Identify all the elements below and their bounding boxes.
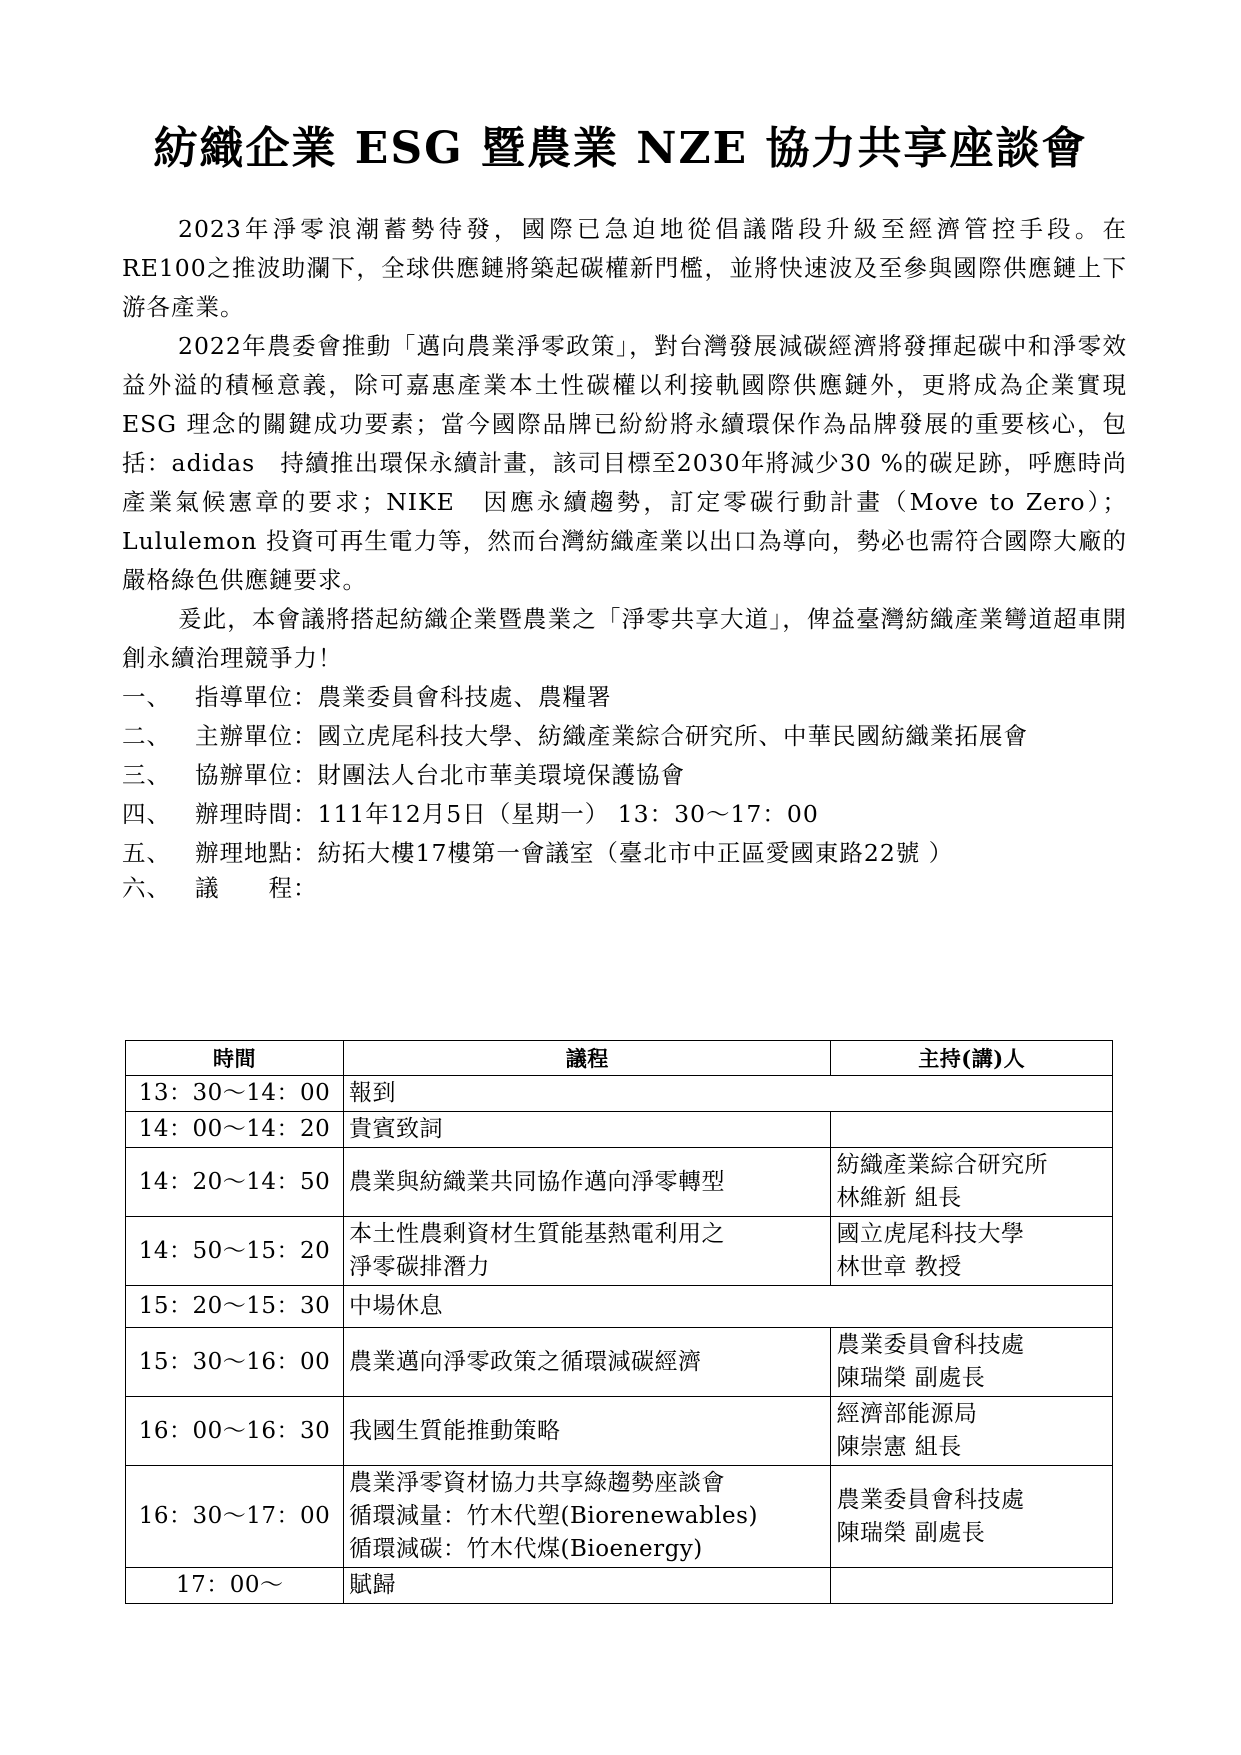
agenda-row (126, 1112, 1113, 1148)
agenda-host-line: 紡織產業綜合研究所 (836, 1152, 1048, 1178)
agenda-item (343, 1466, 830, 1568)
agenda-item-line: 中場休息 (348, 1293, 443, 1319)
agenda-heading (122, 873, 1127, 903)
agenda-time: 17：00～ (126, 1568, 344, 1604)
agenda-row (126, 1397, 1113, 1466)
agenda-item-line: 農業邁向淨零政策之循環減碳經濟 (348, 1348, 702, 1375)
agenda-rows (126, 1076, 1113, 1604)
agenda-host-line: 國立虎尾科技大學 (836, 1221, 1025, 1247)
info-item-label: 辦理地點： (195, 839, 318, 867)
agenda-host (831, 1568, 1113, 1604)
agenda-table (125, 1040, 1113, 1604)
header-agenda: 議程 (343, 1041, 830, 1076)
info-item-number: 二、 (122, 722, 171, 750)
agenda-time: 16：30～17：00 (126, 1466, 344, 1568)
agenda-row (126, 1076, 1113, 1112)
agenda-item-line: 農業淨零資材協力共享綠趨勢座談會 (348, 1470, 725, 1496)
agenda-item-line: 循環減碳：竹木代煤(Bioenergy) (348, 1536, 703, 1562)
header-host: 主持(講)人 (831, 1041, 1113, 1076)
agenda-host (831, 1397, 1113, 1466)
info-item-number: 一、 (122, 683, 171, 711)
info-item-label: 辦理時間： (195, 800, 318, 828)
agenda-row (126, 1466, 1113, 1568)
agenda-host (831, 1148, 1113, 1217)
agenda-host-line: 林世章 教授 (836, 1254, 962, 1280)
agenda-item (343, 1286, 1112, 1328)
agenda-time: 15：20～15：30 (126, 1286, 344, 1328)
agenda-item-line: 農業與紡織業共同協作邁向淨零轉型 (348, 1168, 725, 1195)
agenda-heading-label: 議 程： (195, 874, 318, 902)
agenda-item (343, 1112, 830, 1148)
info-item (122, 717, 1127, 756)
agenda-item-line: 報到 (348, 1080, 396, 1106)
info-item (122, 795, 1127, 834)
agenda-item-line: 賦歸 (348, 1572, 396, 1598)
agenda-item (343, 1148, 830, 1217)
info-item (122, 678, 1127, 717)
agenda-time: 16：00～16：30 (126, 1397, 344, 1466)
agenda-host (831, 1217, 1113, 1286)
info-item (122, 834, 1127, 873)
info-item-number: 五、 (122, 839, 171, 867)
document-body (122, 210, 1152, 903)
info-list (122, 678, 1127, 873)
info-item-label: 主辦單位： (195, 722, 318, 750)
agenda-host-line: 經濟部能源局 (836, 1401, 978, 1427)
info-item-number: 四、 (122, 800, 171, 828)
agenda-time: 14：50～15：20 (126, 1217, 344, 1286)
agenda-item (343, 1397, 830, 1466)
agenda-row (126, 1328, 1113, 1397)
agenda-host (831, 1466, 1113, 1568)
agenda-host-line: 陳瑞榮 副處長 (836, 1365, 986, 1391)
agenda-time: 14：20～14：50 (126, 1148, 344, 1217)
agenda-time: 13：30～14：00 (126, 1076, 344, 1112)
agenda-time: 14：00～14：20 (126, 1112, 344, 1148)
agenda-host (831, 1328, 1113, 1397)
agenda-item (343, 1076, 1112, 1112)
agenda-host (831, 1112, 1113, 1148)
agenda-host-line: 陳崇憲 組長 (836, 1434, 962, 1460)
document-title: 紡織企業 ESG 暨農業 NZE 協力共享座談會 (153, 123, 1088, 174)
intro-paragraph-1: 2023年淨零浪潮蓄勢待發，國際已急迫地從倡議階段升級至經濟管控手段。在 RE100之推波助瀾下，全球供應鏈將築起碳權新門檻，並將快速波及至參與國際供應鏈上下游各產業。 (122, 215, 1152, 321)
header-time: 時間 (126, 1041, 344, 1076)
agenda-item (343, 1568, 830, 1604)
agenda-row (126, 1217, 1113, 1286)
agenda-time: 15：30～16：00 (126, 1328, 344, 1397)
info-item-value: 財團法人台北市華美環境保護協會 (317, 761, 685, 789)
info-item-value: 111年12月5日（星期一） 13：30～17：00 (317, 800, 819, 828)
agenda-item-line: 淨零碳排潛力 (348, 1254, 490, 1280)
agenda-heading-number: 六、 (122, 874, 171, 902)
intro-paragraph-2: 2022年農委會推動「邁向農業淨零政策」，對台灣發展減碳經濟將發揮起碳中和淨零效益外溢的積極意義，除可嘉惠產業本土性碳權以利接軌國際供應鏈外，更將成為企業實現 ESG 理念的關鍵成功要素；當今國際品牌已紛紛將永續環保作為品牌發展的重要核心，包括：adidas 持續推出環保永續計畫，該司目標至2030年將減少30 %的碳足跡，呼應時尚產業氣候憲章的要求；NIKE 因應永續趨勢，訂定零碳行動計畫（Move to Zero）；Lululemon 投資可再生電力等，然而台灣紡織產業以出口為導向，勢必也需符合國際大廠的嚴格綠色供應鏈要求。 (122, 332, 1127, 594)
info-item-number: 三、 (122, 761, 171, 789)
info-item-label: 指導單位： (195, 683, 318, 711)
agenda-host-line: 農業委員會科技處 (836, 1332, 1025, 1358)
agenda-host-line: 林維新 組長 (836, 1185, 962, 1211)
agenda-host-line: 陳瑞榮 副處長 (836, 1519, 986, 1546)
agenda-row (126, 1568, 1113, 1604)
info-item-label: 協辦單位： (195, 761, 318, 789)
info-item-value: 國立虎尾科技大學、紡織產業綜合研究所、中華民國紡織業拓展會 (317, 722, 1028, 750)
agenda-header-row (126, 1041, 1113, 1076)
info-item (122, 756, 1127, 795)
intro-paragraph-3: 爰此，本會議將搭起紡織企業暨農業之「淨零共享大道」，俾益臺灣紡織產業彎道超車開創永續治理競爭力！ (122, 605, 1127, 672)
agenda-item-line: 本土性農剩資材生質能基熱電利用之 (348, 1221, 725, 1247)
info-item-value: 農業委員會科技處、農糧署 (317, 683, 612, 711)
agenda-item-line: 我國生質能推動策略 (348, 1417, 561, 1444)
info-item-value: 紡拓大樓17樓第一會議室（臺北市中正區愛國東路22號 ） (317, 839, 954, 867)
agenda-row (126, 1148, 1113, 1217)
agenda-item-line: 循環減量：竹木代塑(Biorenewables) (348, 1503, 758, 1529)
agenda-item-line: 貴賓致詞 (348, 1116, 443, 1142)
agenda-row (126, 1286, 1113, 1328)
agenda-item (343, 1328, 830, 1397)
agenda-host-line: 農業委員會科技處 (836, 1486, 1025, 1513)
agenda-item (343, 1217, 830, 1286)
